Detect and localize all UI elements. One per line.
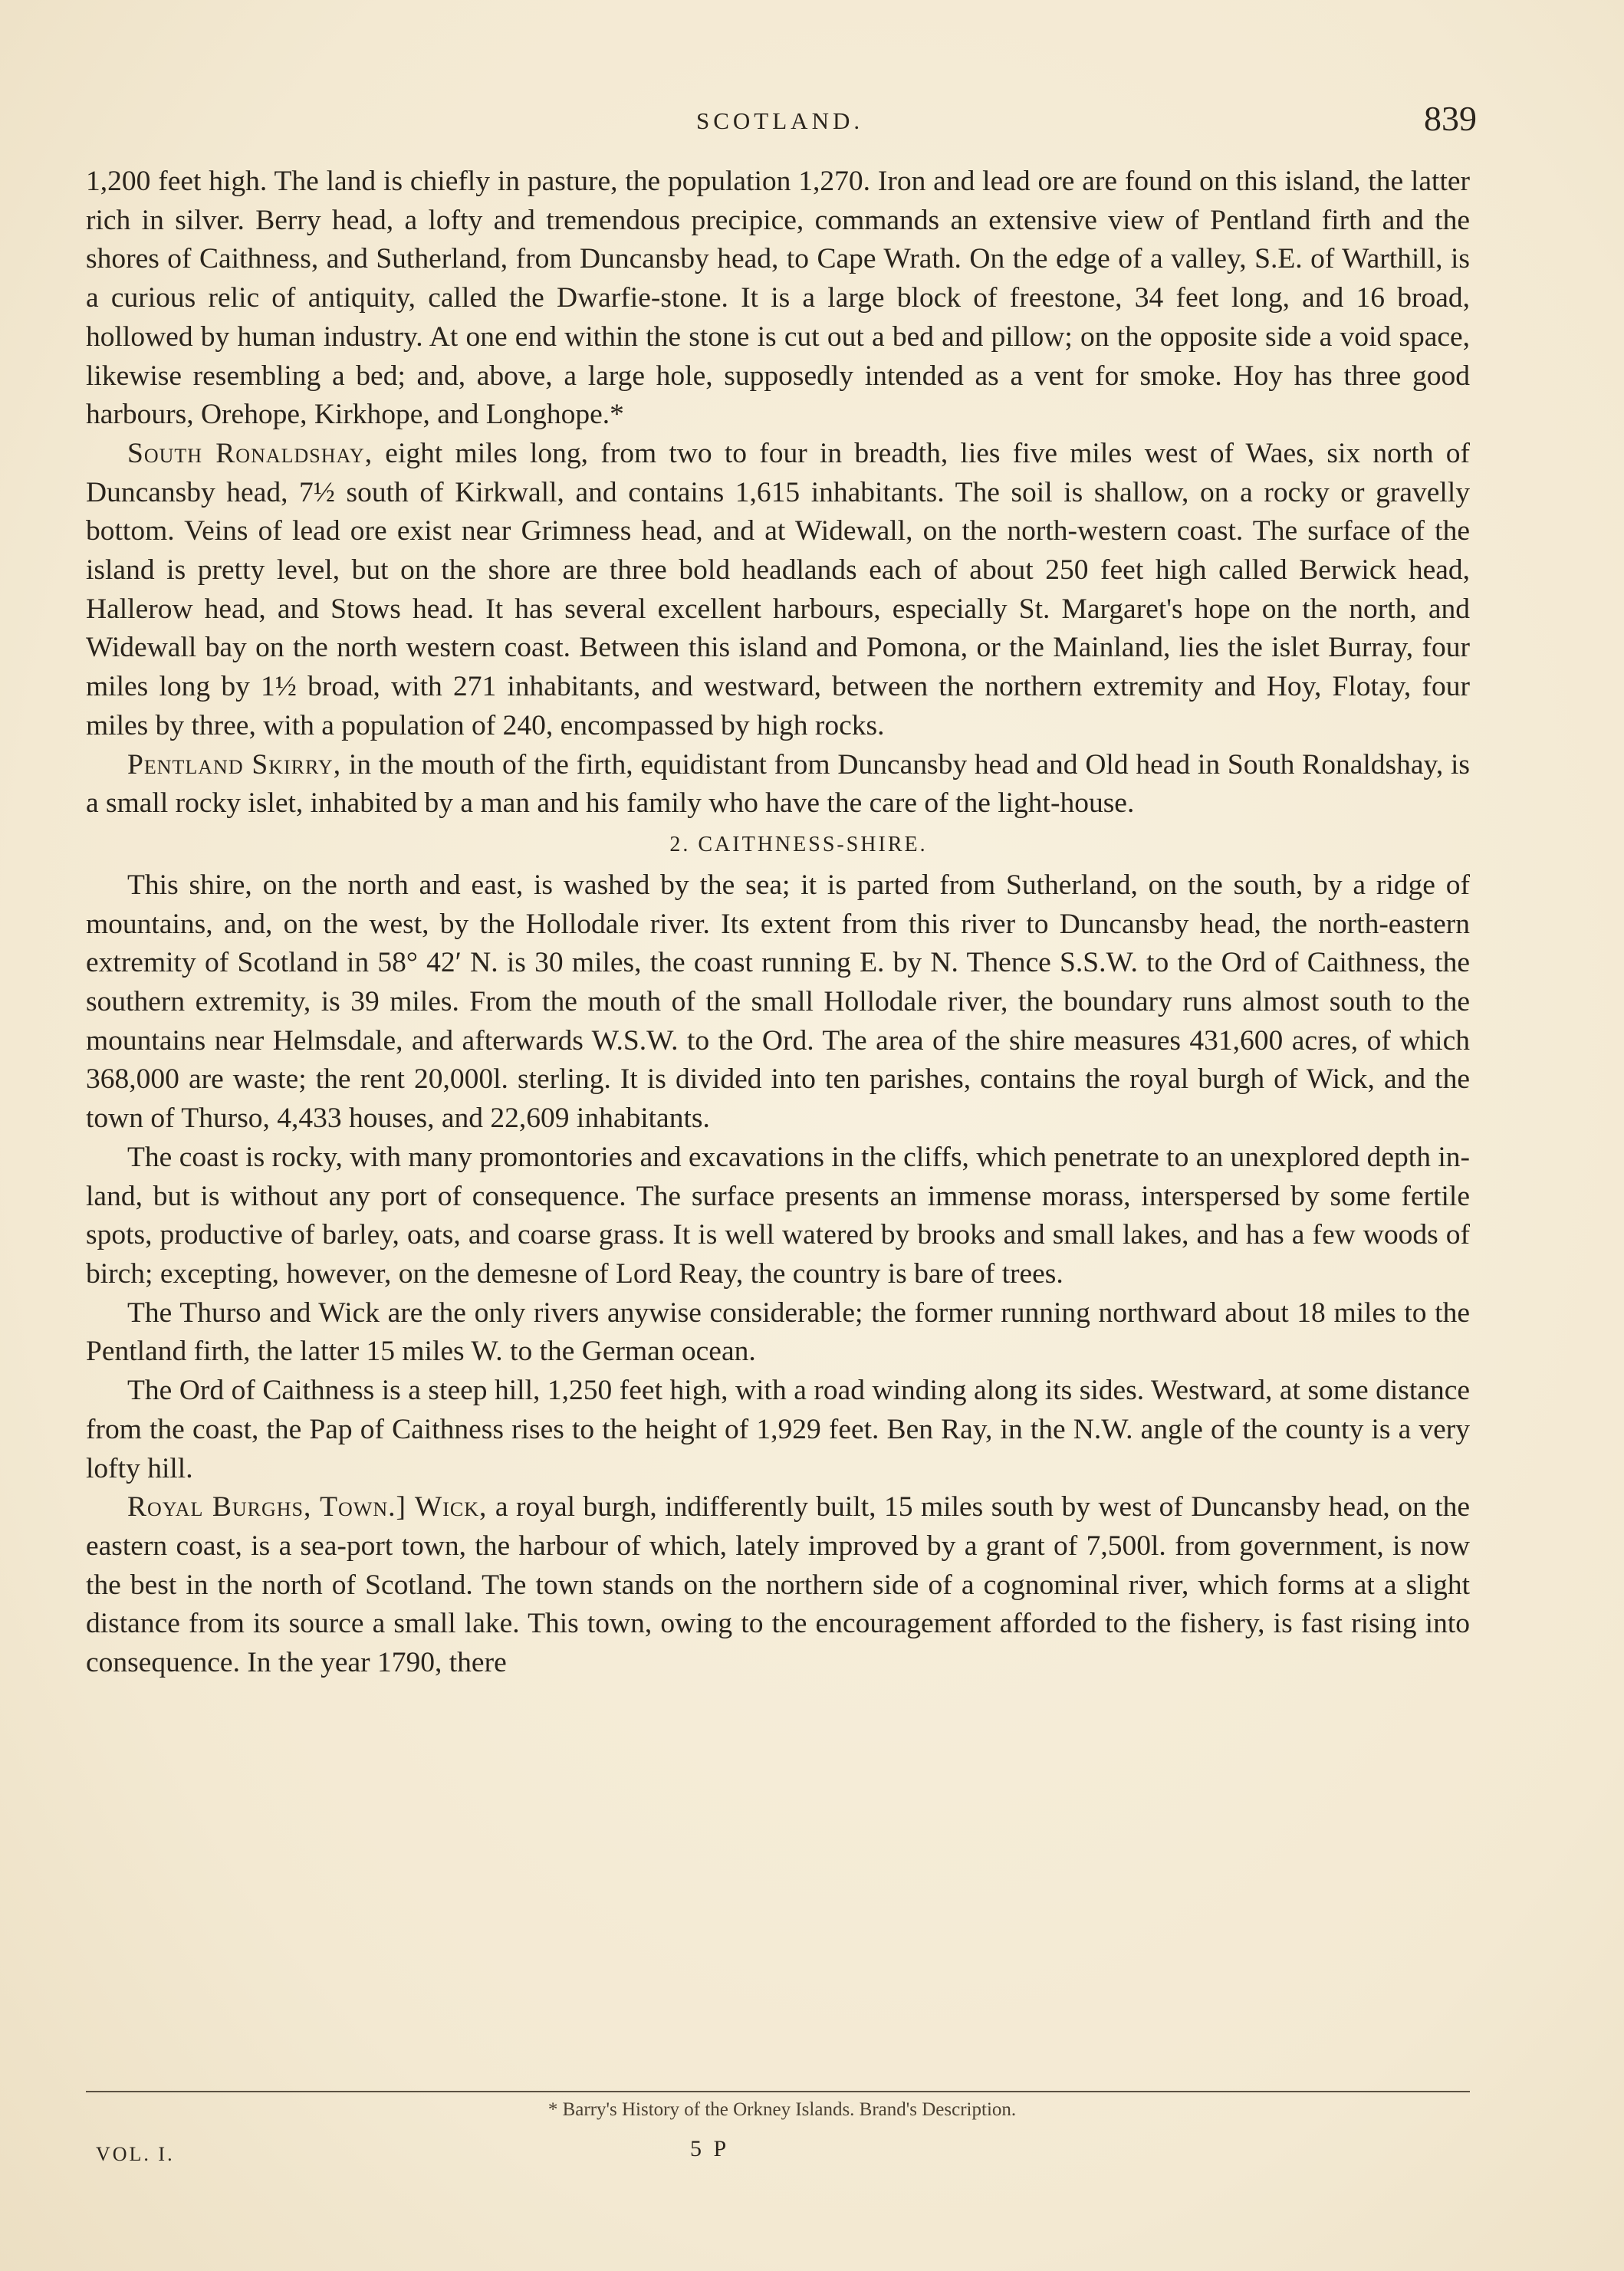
paragraph-text-royal-burghs: a royal burgh, indifferently built, 15 miles south by west of Duncansby head, on the eastern coast, is a sea-port town, the harbour of which, lately improved by a grant of 7,500l. from government, is now the best in the north of Scotland. The town stands on the northern side of a cognominal river, which forms at a slight distance from its source a small lake. This town, owing to the encouragement afforded to the fishery, is fast rising into consequence. In the year 1790, there: [86, 1491, 1471, 1679]
paragraph-caithness-coast: The coast is rocky, with many promontories and excavations in the cliffs, which penetrate to an unexplored depth in-land, but is without any port of consequence. The surface presents an immense morass, interspersed by some fertile spots, productive of barley, oats, and coarse grass. It is well watered by brooks and small lakes, and has a few woods of birch; excepting, however, on the demesne of Lord Reay, the country is bare of trees.: [86, 1141, 1470, 1290]
paragraph-lead-royal-burghs: Royal Burghs, Town.]: [127, 1491, 407, 1523]
paragraph-lead-wick: Wick,: [406, 1491, 488, 1523]
signature-mark: 5 P: [690, 2136, 730, 2161]
footnote: * Barry's History of the Orkney Islands. Brand's Description.: [547, 2099, 1017, 2120]
paragraph-text-south-ronaldshay: eight miles long, from two to four in breadth, lies five miles west of Waes, six north of Duncansby head, 7½ south of Kirkwall, and contains 1,615 inhabitants. The soil is shallow, on a rocky or gravelly bottom. Veins of lead ore exist near Grimness head, and at Widewall, on the north-western coast. The surface of the island is pretty level, but on the shore are three bold headlands each of about 250 feet high called Berwick head, Hallerow head, and Stows head. It has several excellent harbours, especially St. Margaret's hope on the north, and Widewall bay on the north western coast. Between this island and Pomona, or the Mainland, lies the islet Burray, four miles long by 1½ broad, with 271 inhabitants, and westward, between the northern extremity and Hoy, Flotay, four miles by three, with a population of 240, encompassed by high rocks.: [86, 437, 1470, 741]
paragraph-caithness-extent: This shire, on the north and east, is washed by the sea; it is parted from Sutherland, on the south, by a ridge of mountains, and, on the west, by the Hollodale river. Its extent from this river to Duncansby head, the north-eastern extremity of Scotland in 58° 42′ N. is 30 miles, the coast running E. by N. Thence S.S.W. to the Ord of Caithness, the southern extremity, is 39 miles. From the mouth of the small Hollodale river, the boundary runs almost south to the mountains near Helmsdale, and afterwards W.S.W. to the Ord. The area of the shire measures 431,600 acres, of which 368,000 are waste; the rent 20,000l. sterling. It is divided into ten parishes, contains the royal burgh of Wick, and the town of Thurso, 4,433 houses, and 22,609 inhabitants.: [86, 869, 1470, 1135]
running-title: SCOTLAND.: [696, 107, 864, 134]
page-header: [90, 98, 1477, 144]
paragraph-royal-burghs: [86, 1488, 1470, 1683]
paragraph-text-pentland-skirry: in the mouth of the firth, equidistant from Duncansby head and Old head in South Ronaldshay, is a small rocky islet, inhabited by a man and his family who have the care of the light-house.: [86, 748, 1470, 820]
volume-label: VOL. I.: [96, 2143, 175, 2165]
paragraph-caithness-rivers: The Thurso and Wick are the only rivers anywise considerable; the former running northward about 18 miles to the Pentland firth, the latter 15 miles W. to the German ocean.: [86, 1297, 1470, 1368]
paragraph-caithness-hills: The Ord of Caithness is a steep hill, 1,250 feet high, with a road winding along its sides. Westward, at some distance from the coast, the Pap of Caithness rises to the height of 1,929 feet. Ben Ray, in the N.W. angle of the county is a very lofty hill.: [86, 1375, 1470, 1484]
page-number: 839: [1424, 99, 1477, 138]
paragraph-hoy: 1,200 feet high. The land is chiefly in pasture, the population 1,270. Iron and lead ore are found on this island, the latter rich in silver. Berry head, a lofty and tremendous precipice, commands an extensive view of Pentland firth and the shores of Caithness, and Sutherland, from Duncansby head, to Cape Wrath. On the edge of a valley, S.E. of Warthill, is a curious relic of antiquity, called the Dwarfie-stone. It is a large block of freestone, 34 feet long, and 16 broad, hollowed by human industry. At one end within the stone is cut out a bed and pillow; on the opposite side a void space, likewise resembling a bed; and, above, a large hole, supposedly intended as a vent for smoke. Hoy has three good harbours, Orehope, Kirkhope, and Longhope.*: [86, 166, 1470, 431]
body-text: [86, 163, 1470, 1683]
paragraph-pentland-skirry: [86, 746, 1470, 823]
paragraph-south-ronaldshay: [86, 435, 1470, 746]
paragraph-lead-pentland-skirry: Pentland Skirry,: [127, 748, 342, 781]
section-heading: 2. CAITHNESS-SHIRE.: [669, 832, 928, 856]
paragraph-lead-south-ronaldshay: South Ronaldshay,: [127, 437, 373, 469]
footnote-rule: [86, 2091, 1470, 2092]
